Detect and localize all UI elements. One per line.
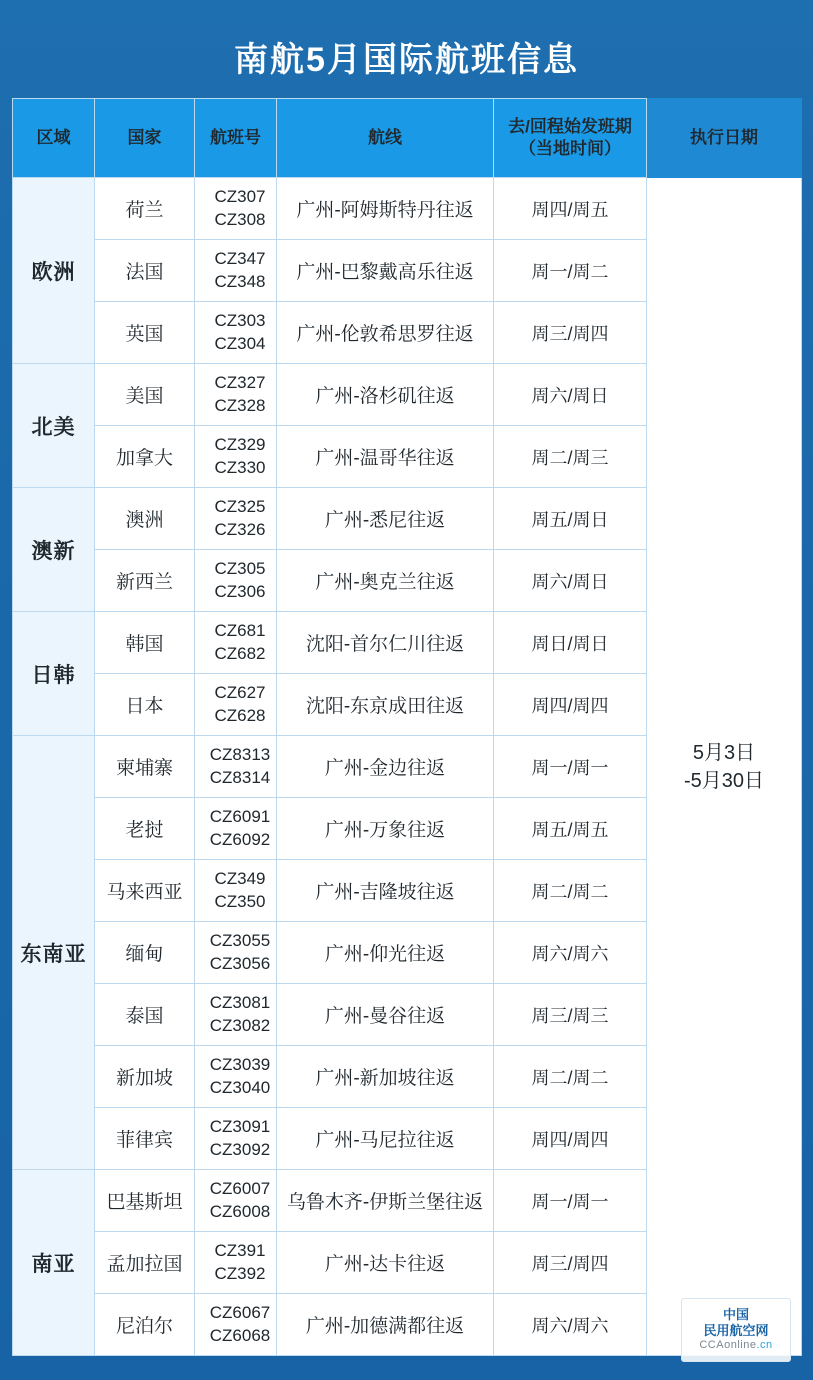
flight-no-outbound: CZ627 [214,682,266,702]
departure-cell: 周六/周六 [494,922,647,984]
country-cell: 美国 [95,364,195,426]
flight-no-outbound: CZ391 [214,1240,266,1260]
country-cell: 新加坡 [95,1046,195,1108]
watermark-site-name: CCAonline [699,1339,757,1352]
flight-no-cell [195,736,277,798]
departure-cell: 周三/周四 [494,302,647,364]
flight-no-outbound: CZ327 [214,372,266,392]
country-cell: 孟加拉国 [95,1232,195,1294]
route-cell: 广州-金边往返 [277,736,494,798]
flight-no-cell [195,1170,277,1232]
flight-no-cell [195,860,277,922]
departure-cell: 周一/周一 [494,736,647,798]
flight-no-return: CZ682 [214,643,266,663]
flight-no-return: CZ308 [214,209,266,229]
route-cell: 广州-万象往返 [277,798,494,860]
flight-no-return: CZ3082 [209,1015,271,1035]
route-cell: 乌鲁木齐-伊斯兰堡往返 [277,1170,494,1232]
exec-date-cell [647,178,802,1356]
departure-cell: 周二/周二 [494,1046,647,1108]
flight-no-cell [195,984,277,1046]
flight-no-cell [195,302,277,364]
country-cell: 菲律宾 [95,1108,195,1170]
flight-no-return: CZ628 [214,705,266,725]
flight-no-cell [195,1046,277,1108]
column-header-flight-no: 航班号 [195,99,277,178]
flight-no-return: CZ392 [214,1263,266,1283]
region-cell-north-america: 北美 [13,364,95,488]
flight-no-return: CZ326 [214,519,266,539]
country-cell: 尼泊尔 [95,1294,195,1356]
flight-no-cell [195,240,277,302]
route-cell: 广州-阿姆斯特丹往返 [277,178,494,240]
country-cell: 英国 [95,302,195,364]
route-cell: 沈阳-东京成田往返 [277,674,494,736]
flight-no-return: CZ8314 [209,767,271,787]
departure-cell: 周二/周三 [494,426,647,488]
route-cell: 广州-曼谷往返 [277,984,494,1046]
route-cell: 广州-奥克兰往返 [277,550,494,612]
column-header-departure: 去/回程始发班期（当地时间） [494,99,647,178]
flight-no-return: CZ304 [214,333,266,353]
flight-no-cell [195,798,277,860]
region-cell-south-asia: 南亚 [13,1170,95,1356]
poster-title-bar [12,14,801,98]
country-cell: 泰国 [95,984,195,1046]
watermark-site-tld: .cn [756,1339,773,1352]
watermark-line-1: 中国 [722,1306,749,1322]
route-cell: 广州-温哥华往返 [277,426,494,488]
flight-no-outbound: CZ3091 [209,1116,271,1136]
watermark-logo [681,1298,791,1362]
region-cell-oceania: 澳新 [13,488,95,612]
route-cell: 广州-新加坡往返 [277,1046,494,1108]
departure-cell: 周日/周日 [494,612,647,674]
flight-no-cell [195,426,277,488]
column-header-exec-date: 执行日期 [647,99,802,178]
flight-no-outbound: CZ3055 [209,930,271,950]
country-cell: 老挝 [95,798,195,860]
route-cell: 广州-达卡往返 [277,1232,494,1294]
table-header-row [13,99,802,178]
flight-no-cell [195,674,277,736]
flight-no-cell [195,612,277,674]
country-cell: 韩国 [95,612,195,674]
flight-no-cell [195,1108,277,1170]
region-cell-japan-korea: 日韩 [13,612,95,736]
table-row [13,178,802,240]
flight-no-outbound: CZ681 [214,620,266,640]
flight-no-outbound: CZ349 [214,868,266,888]
column-header-route: 航线 [277,99,494,178]
flight-no-cell [195,364,277,426]
departure-cell: 周五/周五 [494,798,647,860]
country-cell: 新西兰 [95,550,195,612]
country-cell: 法国 [95,240,195,302]
flight-no-cell [195,922,277,984]
departure-cell: 周一/周二 [494,240,647,302]
watermark-line-3 [699,1339,772,1353]
country-cell: 缅甸 [95,922,195,984]
flight-no-outbound: CZ305 [214,558,266,578]
flight-no-outbound: CZ329 [214,434,266,454]
flight-no-return: CZ3056 [209,953,271,973]
route-cell: 沈阳-首尔仁川往返 [277,612,494,674]
country-cell: 加拿大 [95,426,195,488]
route-cell: 广州-仰光往返 [277,922,494,984]
exec-date-line1: 5月3日 [692,741,756,764]
flight-no-return: CZ350 [214,891,266,911]
flight-no-outbound: CZ303 [214,310,266,330]
departure-cell: 周四/周四 [494,1108,647,1170]
flight-no-cell [195,550,277,612]
flight-no-return: CZ3092 [209,1139,271,1159]
departure-cell: 周六/周六 [494,1294,647,1356]
departure-cell: 周四/周四 [494,674,647,736]
exec-date-line2: -5月30日 [683,769,765,792]
flight-no-outbound: CZ347 [214,248,266,268]
departure-cell: 周三/周四 [494,1232,647,1294]
flight-no-outbound: CZ325 [214,496,266,516]
route-cell: 广州-马尼拉往返 [277,1108,494,1170]
route-cell: 广州-伦敦希思罗往返 [277,302,494,364]
flight-no-return: CZ6068 [209,1325,271,1345]
watermark-line-2: 民用航空网 [703,1323,769,1339]
departure-cell: 周三/周三 [494,984,647,1046]
departure-cell: 周六/周日 [494,550,647,612]
departure-cell: 周六/周日 [494,364,647,426]
flight-no-return: CZ328 [214,395,266,415]
flight-no-outbound: CZ6067 [209,1302,271,1322]
country-cell: 马来西亚 [95,860,195,922]
flight-no-return: CZ6008 [209,1201,271,1221]
country-cell: 巴基斯坦 [95,1170,195,1232]
route-cell: 广州-洛杉矶往返 [277,364,494,426]
flight-no-outbound: CZ3081 [209,992,271,1012]
column-header-country: 国家 [95,99,195,178]
page-title: 南航5月国际航班信息 [234,40,579,79]
route-cell: 广州-悉尼往返 [277,488,494,550]
region-cell-southeast-asia: 东南亚 [13,736,95,1170]
flight-no-cell [195,1232,277,1294]
flight-no-return: CZ306 [214,581,266,601]
flight-no-return: CZ330 [214,457,266,477]
table-header [13,99,802,178]
country-cell: 柬埔寨 [95,736,195,798]
flight-no-outbound: CZ307 [214,186,266,206]
route-cell: 广州-巴黎戴高乐往返 [277,240,494,302]
flight-no-outbound: CZ8313 [209,744,271,764]
flight-no-cell [195,488,277,550]
region-cell-europe: 欧洲 [13,178,95,364]
flight-no-cell [195,1294,277,1356]
flight-no-outbound: CZ6007 [209,1178,271,1198]
country-cell: 澳洲 [95,488,195,550]
flight-schedule-table [12,98,802,1356]
departure-cell: 周一/周一 [494,1170,647,1232]
flight-no-outbound: CZ3039 [209,1054,271,1074]
route-cell: 广州-加德满都往返 [277,1294,494,1356]
flight-no-outbound: CZ6091 [209,806,271,826]
departure-cell: 周二/周二 [494,860,647,922]
flight-no-return: CZ3040 [209,1077,271,1097]
column-header-region: 区域 [13,99,95,178]
flight-no-cell [195,178,277,240]
flight-no-return: CZ348 [214,271,266,291]
route-cell: 广州-吉隆坡往返 [277,860,494,922]
departure-cell: 周五/周日 [494,488,647,550]
country-cell: 日本 [95,674,195,736]
flight-no-return: CZ6092 [209,829,271,849]
country-cell: 荷兰 [95,178,195,240]
departure-cell: 周四/周五 [494,178,647,240]
table-body [13,178,802,1356]
